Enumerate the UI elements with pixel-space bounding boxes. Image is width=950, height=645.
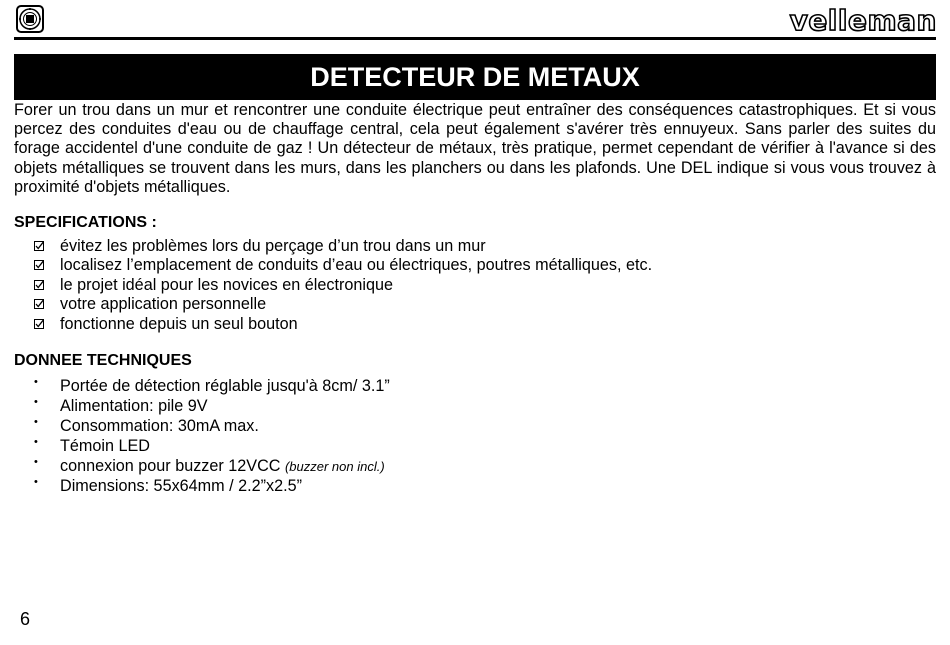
- tech-item-note: (buzzer non incl.): [284, 458, 385, 474]
- page-number: 6: [20, 609, 31, 629]
- tech-item: [14, 437, 936, 457]
- spec-item: [14, 315, 936, 334]
- tech-item-label: Témoin LED: [60, 436, 150, 455]
- spec-item-label: fonctionne depuis un seul bouton: [60, 314, 298, 333]
- bullet-icon: •: [34, 376, 38, 389]
- tech-item-label: Portée de détection réglable jusqu'à 8cm/ 3.1”: [60, 377, 390, 396]
- main-content: [14, 101, 936, 496]
- specifications-list: [14, 237, 936, 334]
- checkbox-checked-icon: [34, 319, 44, 329]
- checkbox-checked-icon: [34, 299, 44, 309]
- spec-item: [14, 295, 936, 314]
- page-title: DETECTEUR DE METAUX: [14, 54, 936, 100]
- intro-paragraph: Forer un trou dans un mur et rencontrer une conduite électrique peut entraîner des conséquences catastrophiques. Et si vous percez des conduites d'eau ou de chauffage central, cela peut également s'avérer très ennuyeux. Sans parler des suites du forage accidentel d'une conduite de gaz ! Un détecteur de métaux, très pratique, permet cependant de vérifier à l'avance si des objets métalliques se trouvent dans les murs, dans les planchers ou dans les plafonds. Une DEL indique si vous vous trouvez à proximité d'objets métalliques.: [14, 101, 936, 196]
- bullet-icon: •: [34, 415, 38, 428]
- header-rule: [14, 37, 936, 40]
- tech-item: [14, 457, 936, 477]
- tech-item-label: Dimensions: 55x64mm / 2.2”x2.5”: [60, 476, 303, 495]
- tech-item-label: connexion pour buzzer 12VCC: [60, 456, 281, 475]
- bullet-icon: •: [34, 455, 38, 468]
- page-header: [0, 0, 950, 42]
- tech-item-label: Alimentation: pile 9V: [60, 396, 208, 415]
- technical-list: [14, 377, 936, 496]
- spec-item-label: évitez les problèmes lors du perçage d’un trou dans un mur: [60, 237, 486, 256]
- spec-item: [14, 237, 936, 256]
- spec-item-label: votre application personnelle: [60, 295, 267, 314]
- spec-item-label: localisez l’emplacement de conduits d’eau ou électriques, poutres métalliques, etc.: [60, 256, 653, 275]
- velleman-kits-seal-icon: [16, 5, 44, 33]
- bullet-icon: •: [34, 435, 38, 448]
- bullet-icon: •: [34, 395, 38, 408]
- technical-heading: DONNEE TECHNIQUES: [14, 352, 192, 370]
- checkbox-checked-icon: [34, 260, 44, 270]
- specifications-heading: SPECIFICATIONS :: [14, 214, 157, 232]
- tech-item: [14, 417, 936, 437]
- spec-item: [14, 256, 936, 275]
- tech-item: [14, 477, 936, 497]
- bullet-icon: •: [34, 475, 38, 488]
- checkbox-checked-icon: [34, 280, 44, 290]
- brand-logo: velleman: [789, 4, 937, 37]
- tech-item: [14, 377, 936, 397]
- tech-item-label: Consommation: 30mA max.: [60, 416, 259, 435]
- checkbox-checked-icon: [34, 241, 44, 251]
- tech-item: [14, 397, 936, 417]
- spec-item-label: le projet idéal pour les novices en électronique: [60, 275, 393, 294]
- spec-item: [14, 276, 936, 295]
